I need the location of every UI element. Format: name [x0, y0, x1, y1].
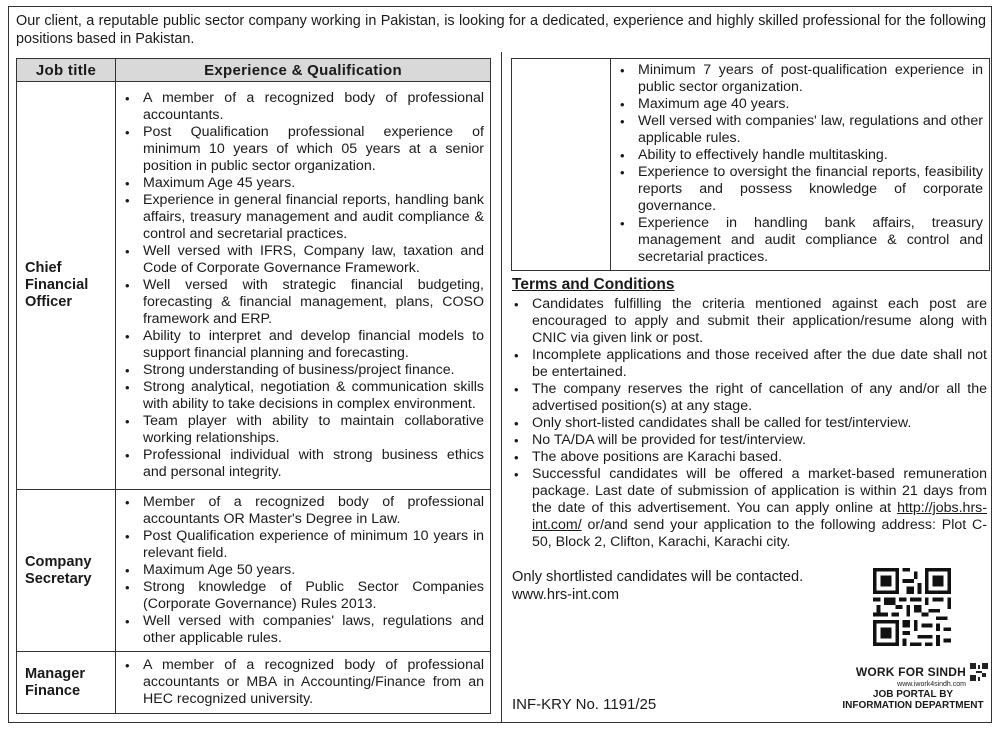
qualification-item: • Post Qualification professional experience of minimum 10 years of which 05 years at a senior position in public sector organization.	[124, 124, 484, 175]
shortlist-note: Only shortlisted candidates will be contacted.	[512, 569, 804, 585]
table-row	[17, 490, 491, 652]
table-row	[512, 59, 990, 271]
terms-item: • The above positions are Karachi based.	[512, 449, 987, 466]
positions-table	[16, 58, 491, 714]
terms-item: • Incomplete applications and those received after the due date shall not be entertained.	[512, 347, 987, 381]
terms-item: • The company reserves the right of cancellation of any and/or all the advertised position(s) at any stage.	[512, 381, 987, 415]
portal-caption-1: JOB PORTAL BY	[872, 689, 954, 700]
intro-paragraph: Our client, a reputable public sector company working in Pakistan, is looking for a dedicated, experience and highly skilled professional for the following positions based in Pakistan.	[16, 13, 986, 47]
qualification-item: • Well versed with IFRS, Company law, taxation and Code of Corporate Governance Framework.	[124, 243, 484, 277]
header-experience: Experience & Qualification	[116, 59, 491, 82]
job-title-cfo	[17, 82, 116, 490]
qualification-item: • Strong understanding of business/project finance.	[124, 362, 484, 379]
qualification-item: • Minimum 7 years of post-qualification experience in public sector organization.	[619, 62, 983, 96]
mf-qualifications	[116, 653, 490, 712]
terms-title: Terms and Conditions	[512, 276, 675, 293]
qualification-item: • Maximum Age 50 years.	[124, 562, 484, 579]
qualification-item: • Post Qualification experience of minimum 10 years in relevant field.	[124, 528, 484, 562]
table-row	[17, 652, 491, 714]
qualification-item: • Well versed with companies' law, regulations and other applicable rules.	[619, 113, 983, 147]
qualification-item: • Experience in handling bank affairs, treasury management and audit compliance & control and secretarial practices.	[619, 215, 983, 266]
column-divider	[501, 52, 502, 722]
job-title-manager-finance	[17, 652, 116, 714]
qualification-item: • Ability to interpret and develop financial models to support financial planning and forecasting.	[124, 328, 484, 362]
qualification-item: • Ability to effectively handle multitasking.	[619, 147, 983, 164]
qr-code	[870, 568, 954, 646]
mf-qualifications-continued	[611, 59, 989, 270]
portal-url: www.iwork4sindh.com	[897, 681, 966, 688]
qualification-item: • Well versed with companies' laws, regulations and other applicable rules.	[124, 613, 484, 647]
portal-brand-text: WORK FOR SINDH	[855, 664, 966, 679]
portal-brand	[838, 663, 988, 681]
terms-item: • Candidates fulfilling the criteria mentioned against each post are encouraged to apply and submit their application/resume along with CNIC via given link or post.	[512, 296, 987, 347]
quals-cell	[611, 59, 990, 271]
portal-caption-2: INFORMATION DEPARTMENT	[842, 700, 984, 711]
terms-item-submission	[512, 466, 987, 551]
qualification-item: • Maximum age 40 years.	[619, 96, 983, 113]
qualification-item: • Strong analytical, negotiation & communication skills with ability to take decisions in complex environment.	[124, 379, 484, 413]
qualification-item: • Experience in general financial reports, handling bank affairs, treasury management and audit compliance & control and secretarial practices.	[124, 192, 484, 243]
job-title-company-secretary	[17, 490, 116, 652]
qualification-item: • Member of a recognized body of professional accountants OR Master's Degree in Law.	[124, 494, 484, 528]
job-title-text: Chief Financial Officer	[25, 260, 89, 310]
job-portal-logo	[838, 663, 988, 711]
cs-qualifications	[116, 490, 490, 651]
terms-item: • Only short-listed candidates shall be called for test/interview.	[512, 415, 987, 432]
job-title-text: Company Secretary	[25, 553, 92, 587]
qualification-item: • Strong knowledge of Public Sector Companies (Corporate Governance) Rules 2013.	[124, 579, 484, 613]
qualification-item: • Well versed with strategic financial budgeting, forecasting & financial management, plans, COSO framework and ERP.	[124, 277, 484, 328]
qualification-item: • A member of a recognized body of professional accountants or MBA in Accounting/Finance from an HEC recognized university.	[124, 657, 484, 708]
website-link[interactable]: www.hrs-int.com	[512, 587, 620, 603]
quals-cell	[116, 652, 491, 714]
quals-cell	[116, 490, 491, 652]
continuation-table	[511, 58, 990, 271]
reference-number: INF-KRY No. 1191/25	[512, 696, 657, 713]
qualification-item: • A member of a recognized body of professional accountants.	[124, 90, 484, 124]
portal-qr-icon	[970, 663, 988, 681]
table-row	[17, 82, 491, 490]
table-header-row	[17, 59, 491, 82]
qualification-item: • Maximum Age 45 years.	[124, 175, 484, 192]
job-title-text: Manager Finance	[25, 665, 86, 699]
qualification-item: • Team player with ability to maintain collaborative working relationships.	[124, 413, 484, 447]
qualification-item: • Experience to oversight the financial reports, feasibility reports and possess knowledge of corporate governance.	[619, 164, 983, 215]
quals-cell	[116, 82, 491, 490]
empty-title-cell	[512, 59, 611, 271]
qualification-item: • Professional individual with strong business ethics and personal integrity.	[124, 447, 484, 481]
terms-text: Successful candidates will be offered a market-based remuneration package. Last date of submission of application is within 21 days from the date of this advertisement. You can apply online at	[532, 466, 987, 516]
header-job-title: Job title	[17, 59, 116, 82]
apply-link[interactable]: http://jobs.hrs-int.com/	[532, 500, 987, 533]
contact-block	[512, 568, 803, 604]
terms-list	[512, 296, 987, 551]
cfo-qualifications	[116, 86, 490, 485]
terms-text: or/and send your application to the following address: Plot C-50, Block 2, Clifton, Karachi, Karachi city.	[532, 517, 987, 550]
terms-item: • No TA/DA will be provided for test/interview.	[512, 432, 987, 449]
